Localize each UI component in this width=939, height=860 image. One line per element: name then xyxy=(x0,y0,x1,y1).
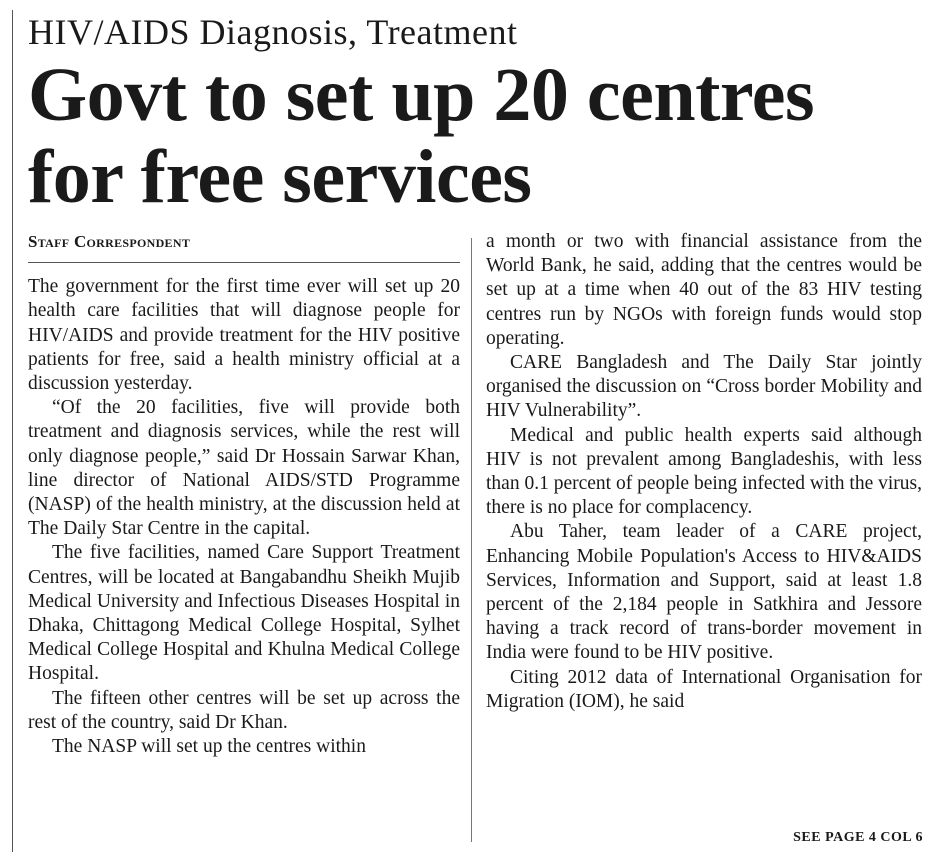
article-column-right xyxy=(486,230,922,714)
paragraph: Medical and public health experts said although HIV is not prevalent among Bangladeshis, with less than 0.1 percent of people being infected with the virus, there is no place for complacency. xyxy=(486,424,922,519)
paragraph: The five facilities, named Care Support Treatment Centres, will be located at Bangabandhu Sheikh Mujib Medical University and Infectious Diseases Hospital in Dhaka, Chittagong Medical College Hospital, Sylhet Medical College Hospital and Khulna Medical College Hospital. xyxy=(28,542,460,685)
paragraph: “Of the 20 facilities, five will provide both treatment and diagnosis services, while the rest will only diagnose people,” said Dr Hossain Sarwar Khan, line director of National AIDS/STD Programme (NASP) of the health ministry, at the discussion held at The Daily Star Centre in the capital. xyxy=(28,397,460,540)
paragraph: a month or two with financial assistance from the World Bank, he said, adding that the centres would be set up at a time when 40 out of the 83 HIV testing centres run by NGOs with foreign funds would stop operating. xyxy=(486,231,922,349)
continued-on-reference: SEE PAGE 4 COL 6 xyxy=(793,830,923,845)
article-column-left xyxy=(28,230,460,759)
paragraph: The government for the first time ever will set up 20 health care facilities that will diagnose people for HIV/AIDS and provide treatment for the HIV positive patients for free, said a health ministry official at a discussion yesterday. xyxy=(28,276,460,395)
headline xyxy=(28,54,933,218)
paragraph: Abu Taher, team leader of a CARE project, Enhancing Mobile Population's Access to HIV&AIDS Services, Information and Support, said at least 1.8 percent of the 2,184 people in Satkhira and Jessore having a track record of trans-border movement in India were found to be HIV positive. xyxy=(486,521,922,664)
paragraph: The NASP will set up the centres within xyxy=(52,736,366,758)
column-divider xyxy=(471,238,472,842)
byline: Staff Correspondent xyxy=(28,230,460,263)
left-column-rule xyxy=(12,10,13,852)
paragraph: Citing 2012 data of International Organisation for Migration (IOM), he said xyxy=(486,666,922,712)
paragraph: CARE Bangladesh and The Daily Star jointly organised the discussion on “Cross border Mobility and HIV Vulnerability”. xyxy=(486,352,922,422)
kicker: HIV/AIDS Diagnosis, Treatment xyxy=(28,12,518,52)
headline-line-1: Govt to set up 20 centres xyxy=(28,53,815,137)
paragraph: The fifteen other centres will be set up across the rest of the country, said Dr Khan. xyxy=(28,687,460,733)
headline-line-2: for free services xyxy=(28,135,532,219)
